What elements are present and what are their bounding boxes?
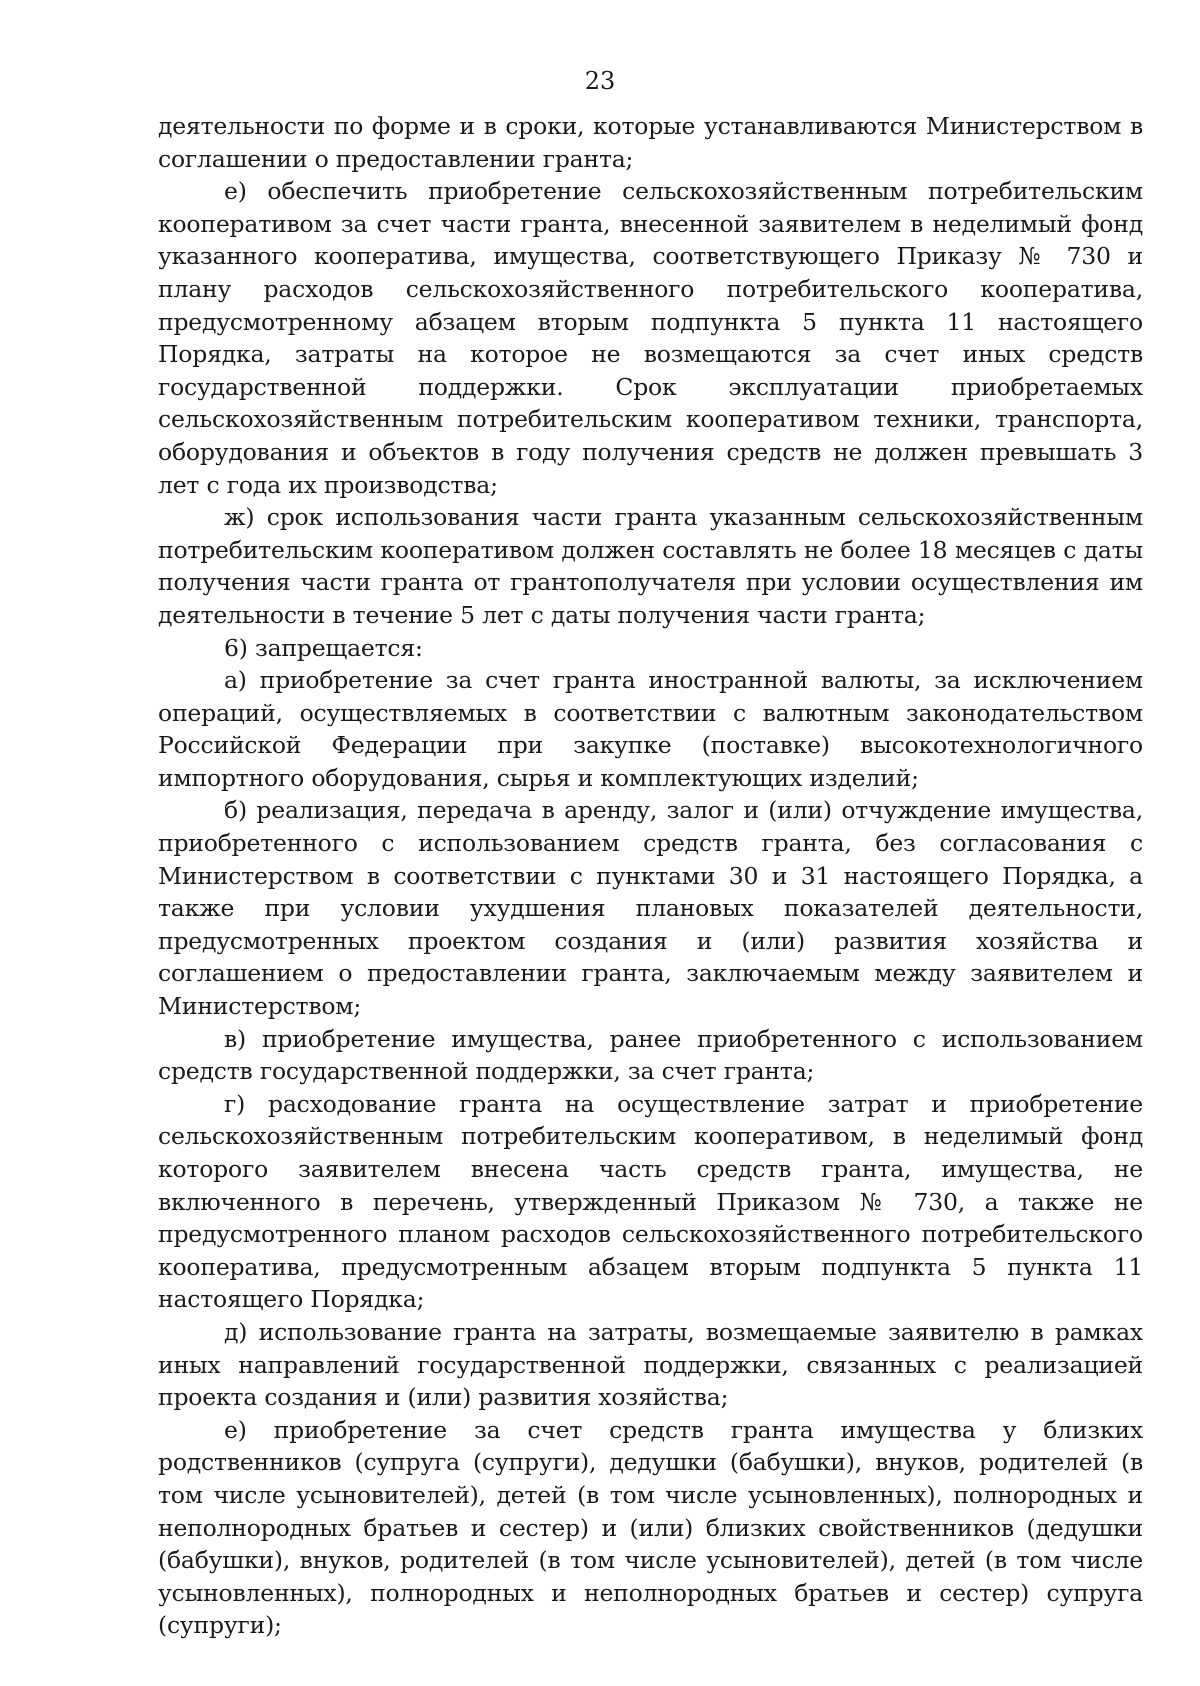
paragraph-item-e-obligation: е) обеспечить приобретение сельскохозяйственным потребительским кооперативом за счет части гранта, внесенной заявителем в неделимый фонд указанного кооператива, имущества, соответствующего Приказу № 730 и плану расходов сельскохозяйственного потребительского кооператива, предусмотренному абзацем вторым подпункта 5 пункта 11 настоящего Порядка, затраты на которое не возмещаются за счет иных средств государственной поддержки. Срок эксплуатации приобретаемых сельскохозяйственным потребительским кооперативом техники, транспорта, оборудования и объектов в году получения средств не должен превышать 3 лет с года их производства; [158, 177, 1143, 499]
paragraph-item-g-prohibition: г) расходование гранта на осуществление затрат и приобретение сельскохозяйственным потребительским кооперативом, в неделимый фонд которого заявителем внесена часть средств гранта, имущества, не включенного в перечень, утвержденный Приказом № 730, а также не предусмотренного планом расходов сельскохозяйственного потребительского кооператива, предусмотренным абзацем вторым подпункта 5 пункта 11 настоящего Порядка; [158, 1089, 1143, 1314]
paragraph-item-zh-obligation: ж) срок использования части гранта указанным сельскохозяйственным потребительским кооперативом должен составлять не более 18 месяцев с даты получения части гранта от грантополучателя при условии осуществления им деятельности в течение 5 лет с даты получения части гранта; [158, 503, 1143, 629]
paragraph-item-a-prohibition: а) приобретение за счет гранта иностранной валюты, за исключением операций, осуществляемых в соответствии с валютным законодательством Российской Федерации при закупке (поставке) высокотехнологичного импортного оборудования, сырья и комплектующих изделий; [158, 666, 1143, 792]
paragraph-item-v-prohibition: в) приобретение имущества, ранее приобретенного с использованием средств государственной поддержки, за счет гранта; [158, 1024, 1143, 1086]
paragraph-item-e-prohibition: е) приобретение за счет средств гранта имущества у близких родственников (супруга (супруги), дедушки (бабушки), внуков, родителей (в том числе усыновителей), детей (в том числе усыновленных), полнородных и неполнородных братьев и сестер) и (или) близких свойственников (дедушки (бабушки), внуков, родителей (в том числе усыновителей), детей (в том числе усыновленных), полнородных и неполнородных братьев и сестер) супруга (супруги); [158, 1415, 1143, 1640]
paragraph-item-b-prohibition: б) реализация, передача в аренду, залог и (или) отчуждение имущества, приобретенного с использованием средств гранта, без согласования с Министерством в соответствии с пунктами 30 и 31 настоящего Порядка, а также при условии ухудшения плановых показателей деятельности, предусмотренных проектом создания и (или) развития хозяйства и соглашением о предоставлении гранта, заключаемым между заявителем и Министерством; [158, 796, 1143, 1021]
paragraph-continuation: деятельности по форме и в сроки, которые устанавливаются Министерством в соглашении о предоставлении гранта; [158, 112, 1143, 173]
paragraph-item-d-prohibition: д) использование гранта на затраты, возмещаемые заявителю в рамках иных направлений государственной поддержки, связанных с реализацией проекта создания и (или) развития хозяйства; [158, 1317, 1143, 1412]
body-text [158, 110, 1143, 1642]
paragraph-prohibited-heading: 6) запрещается: [224, 633, 423, 662]
page-number: 23 [584, 67, 616, 95]
